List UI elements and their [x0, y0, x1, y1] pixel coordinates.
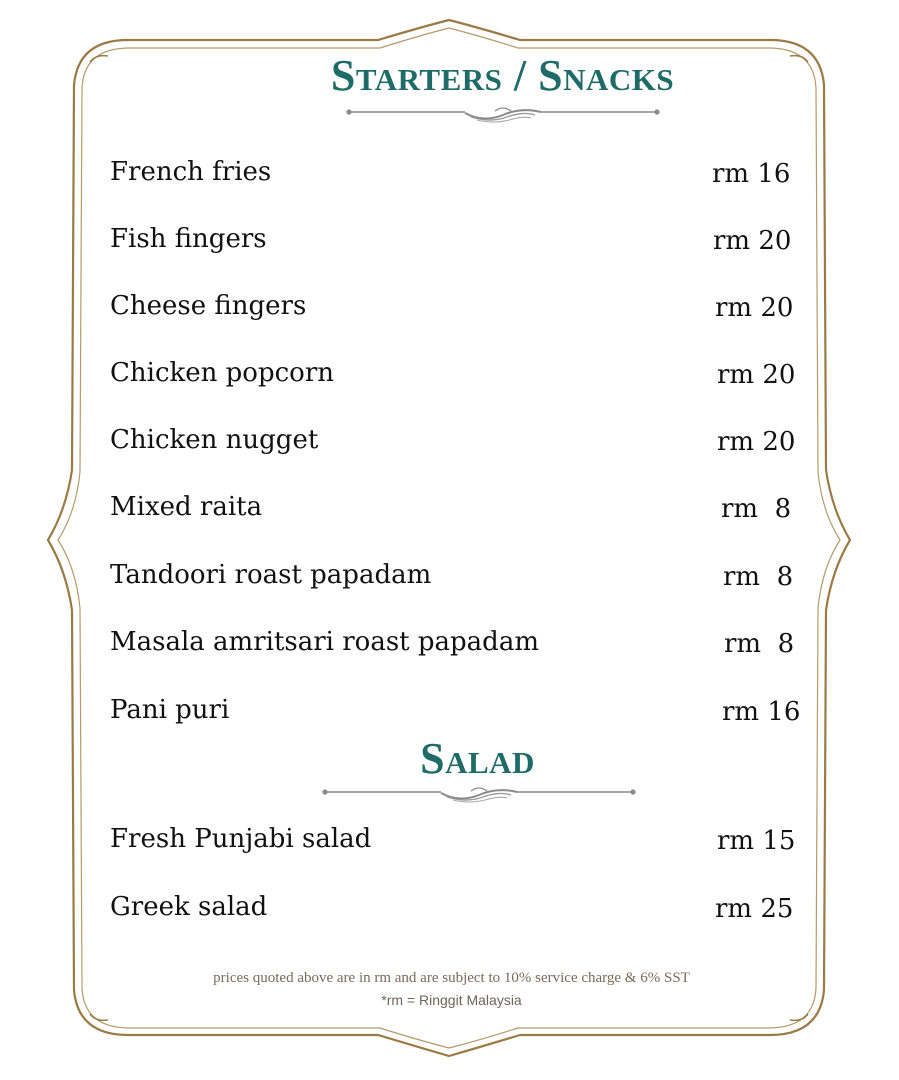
menu-item-price: rm 20 [717, 360, 796, 390]
menu-item-name: Masala amritsari roast papadam [110, 627, 539, 657]
menu-item-name: Chicken nugget [110, 425, 319, 455]
menu-item-price: rm 16 [722, 697, 801, 727]
ornamental-flourish-icon [345, 103, 661, 125]
menu-item-name: Greek salad [110, 892, 268, 922]
menu-item-price: rm 20 [713, 226, 792, 256]
section-title-starters: Starters / Snacks [330, 51, 675, 100]
menu-item-price: rm 16 [712, 159, 791, 189]
menu-item-name: Fresh Punjabi salad [110, 824, 372, 854]
menu-item-name: Mixed raita [110, 492, 263, 522]
menu-item-name: Cheese fingers [110, 291, 307, 321]
section-title-salad: Salad [420, 734, 535, 783]
menu-item-price: rm 8 [723, 562, 794, 592]
menu-item-price: rm 20 [717, 427, 796, 457]
menu-item-name: French fries [110, 157, 272, 187]
menu-item-name: Pani puri [110, 695, 230, 725]
currency-note: *rm = Ringgit Malaysia [381, 992, 522, 1008]
ornamental-flourish-icon [321, 783, 637, 805]
corner-accent-bottom-right [790, 1014, 808, 1020]
corner-accent-bottom-left [90, 1014, 108, 1020]
service-charge-note: prices quoted above are in rm and are subject to 10% service charge & 6% SST [213, 970, 690, 986]
menu-item-price: rm 20 [715, 293, 794, 323]
menu-item-name: Chicken popcorn [110, 358, 334, 388]
menu-item-price: rm 8 [724, 629, 795, 659]
menu-item-name: Fish fingers [110, 224, 267, 254]
menu-item-price: rm 15 [717, 826, 796, 856]
menu-item-price: rm 8 [721, 494, 792, 524]
menu-item-price: rm 25 [715, 894, 794, 924]
menu-item-name: Tandoori roast papadam [110, 560, 432, 590]
